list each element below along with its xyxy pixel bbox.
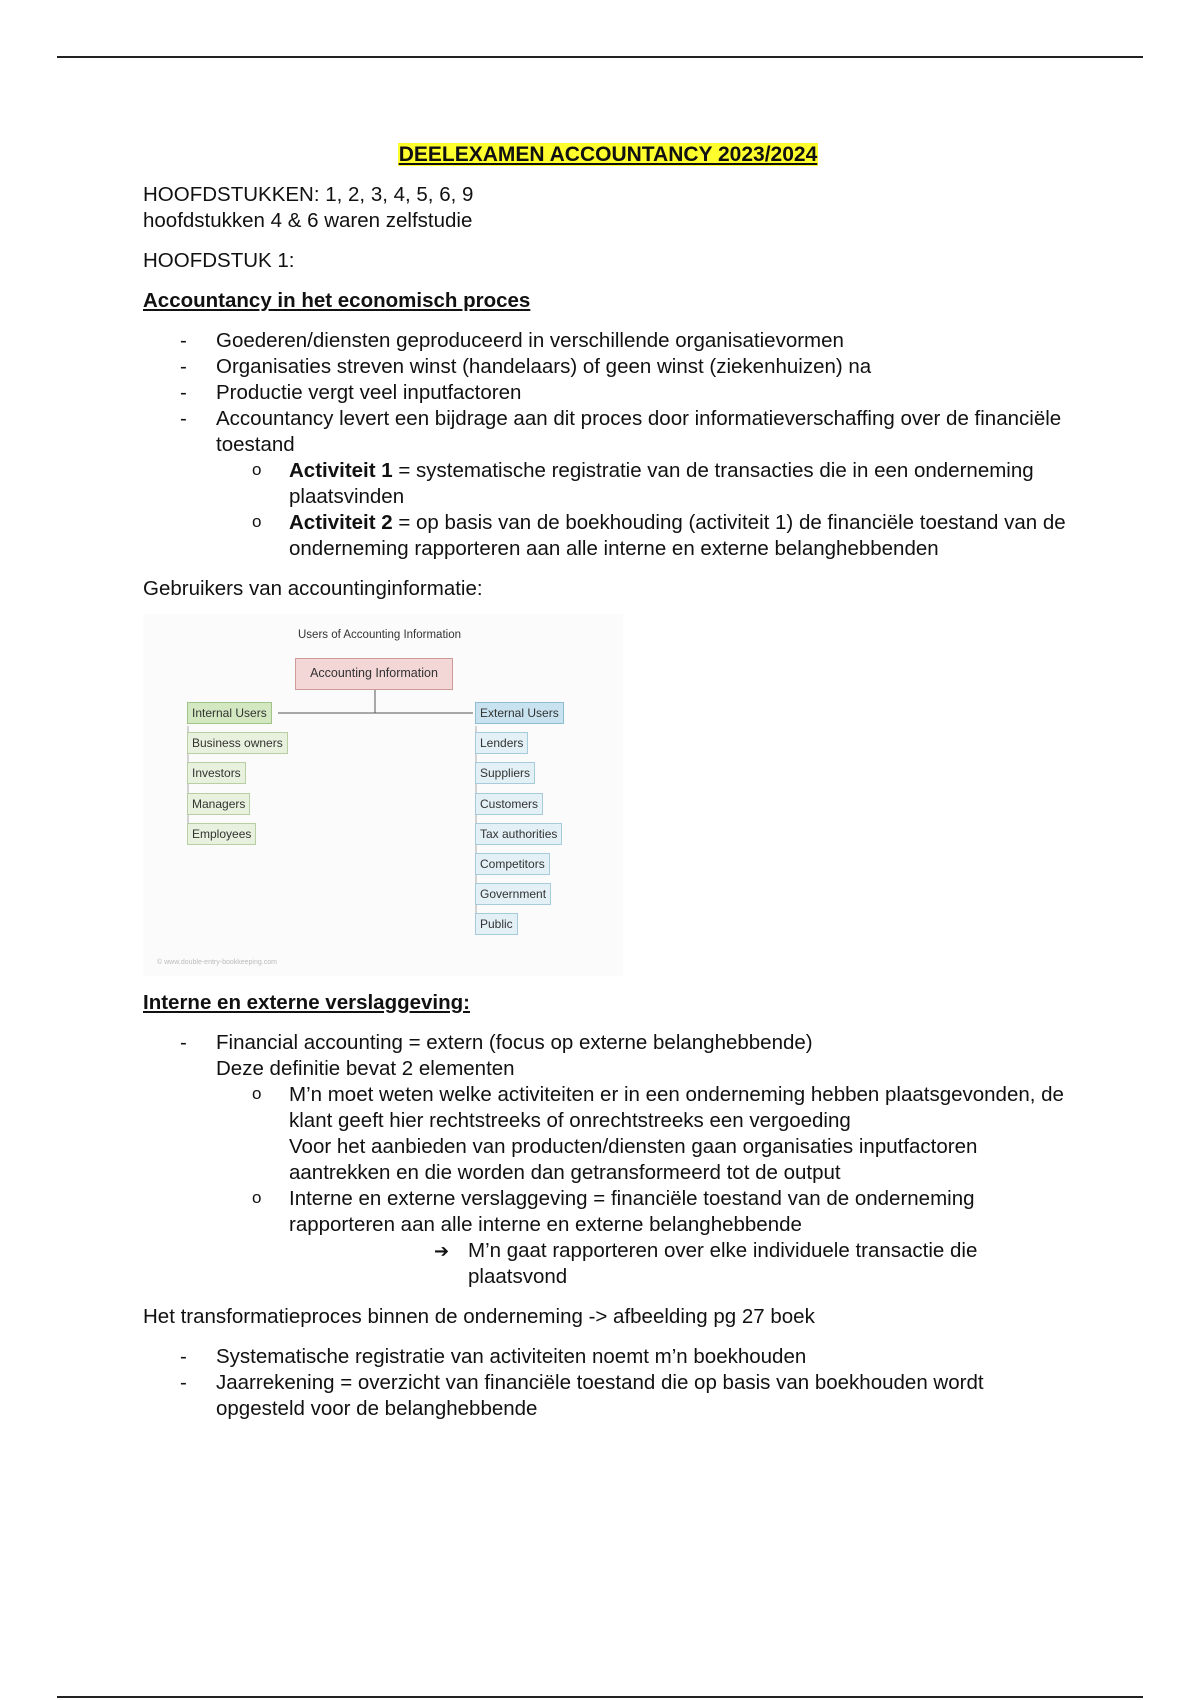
list-item: - Organisaties streven winst (handelaars) of geen winst (ziekenhuizen) na (143, 354, 1073, 380)
section-heading-accountancy: Accountancy in het economisch proces (143, 289, 531, 312)
internal-user-box: Business owners (187, 732, 288, 754)
list-item-text: Accountancy levert een bijdrage aan dit proces door informatieverschaffing over de financiële toestand (216, 407, 1062, 456)
section2-bullets (143, 1030, 1073, 1290)
title-wrap (143, 142, 1073, 168)
sub-list-item (216, 510, 1073, 562)
external-user-box: Government (475, 883, 551, 905)
activity-text: = systematische registratie van de transacties die in een onderneming plaatsvinden (289, 459, 1034, 508)
accounting-information-box: Accounting Information (295, 658, 453, 690)
chapters-line: HOOFDSTUKKEN: 1, 2, 3, 4, 5, 6, 9 (143, 183, 474, 206)
sub-list-item (216, 1186, 1073, 1290)
external-user-box: Lenders (475, 732, 528, 754)
sub-item-text: o M’n moet weten welke activiteiten er in een onderneming hebben plaatsgevonden, de klant geeft hier rechtstreeks of onrechtstreeks een vergoeding (289, 1083, 1064, 1132)
arrow-list (289, 1238, 1073, 1290)
external-user-box: Competitors (475, 853, 550, 875)
users-diagram (143, 614, 623, 976)
activity-label: Activiteit 1 (289, 459, 393, 482)
bottom-rule (57, 1696, 1143, 1698)
selfstudy-line: hoofdstukken 4 & 6 waren zelfstudie (143, 209, 473, 232)
sub-item-continuation: Voor het aanbieden van producten/diensten gaan organisaties inputfactoren aantrekken en die worden dan getransformeerd tot de output (289, 1135, 978, 1184)
external-user-box: Public (475, 913, 518, 935)
arrow-item: ➔ M’n gaat rapporteren over elke individuele transactie die plaatsvond (434, 1238, 1073, 1290)
internal-users-box: Internal Users (187, 702, 272, 724)
activity-sublist (216, 458, 1073, 562)
list-item: - Jaarrekening = overzicht van financiële toestand die op basis van boekhouden wordt opgesteld voor de belanghebbende (143, 1370, 1073, 1422)
list-item-continuation: Deze definitie bevat 2 elementen (216, 1057, 515, 1080)
diagram-footer: © www.double-entry-bookkeeping.com (157, 959, 277, 966)
activity-label: Activiteit 2 (289, 511, 393, 534)
document-body (143, 142, 1073, 1422)
activity-text: = op basis van de boekhouding (activiteit 1) de financiële toestand van de onderneming rapporteren aan alle interne en externe belanghebbenden (289, 511, 1066, 560)
final-bullets (143, 1344, 1073, 1422)
sub-item-text: o Interne en externe verslaggeving = financiële toestand van de onderneming rapporteren aan alle interne en externe belanghebbende (289, 1187, 975, 1236)
external-users-box: External Users (475, 702, 564, 724)
list-item (143, 406, 1073, 562)
list-item: - Productie vergt veel inputfactoren (143, 380, 1073, 406)
sub-list-item (216, 1082, 1073, 1186)
list-item (143, 1030, 1073, 1290)
document-title: DEELEXAMEN ACCOUNTANCY 2023/2024 (398, 143, 818, 166)
top-rule (57, 56, 1143, 58)
external-user-box: Customers (475, 793, 543, 815)
transform-line: Het transformatieproces binnen de onderneming -> afbeelding pg 27 boek (143, 1305, 815, 1328)
list-item-text: - Financial accounting = extern (focus op externe belanghebbende) (216, 1031, 813, 1054)
list-item: - Systematische registratie van activiteiten noemt m’n boekhouden (143, 1344, 1073, 1370)
elements-sublist (216, 1082, 1073, 1290)
section-heading-verslaggeving: Interne en externe verslaggeving: (143, 991, 470, 1014)
users-intro: Gebruikers van accountinginformatie: (143, 577, 483, 600)
section1-bullets (143, 328, 1073, 562)
internal-user-box: Employees (187, 823, 256, 845)
internal-user-box: Managers (187, 793, 250, 815)
internal-user-box: Investors (187, 762, 246, 784)
external-user-box: Suppliers (475, 762, 535, 784)
list-item: - Goederen/diensten geproduceerd in verschillende organisatievormen (143, 328, 1073, 354)
sub-list-item (216, 458, 1073, 510)
external-user-box: Tax authorities (475, 823, 562, 845)
diagram-title: Users of Accounting Information (298, 629, 461, 641)
chapter-label: HOOFDSTUK 1: (143, 249, 295, 272)
